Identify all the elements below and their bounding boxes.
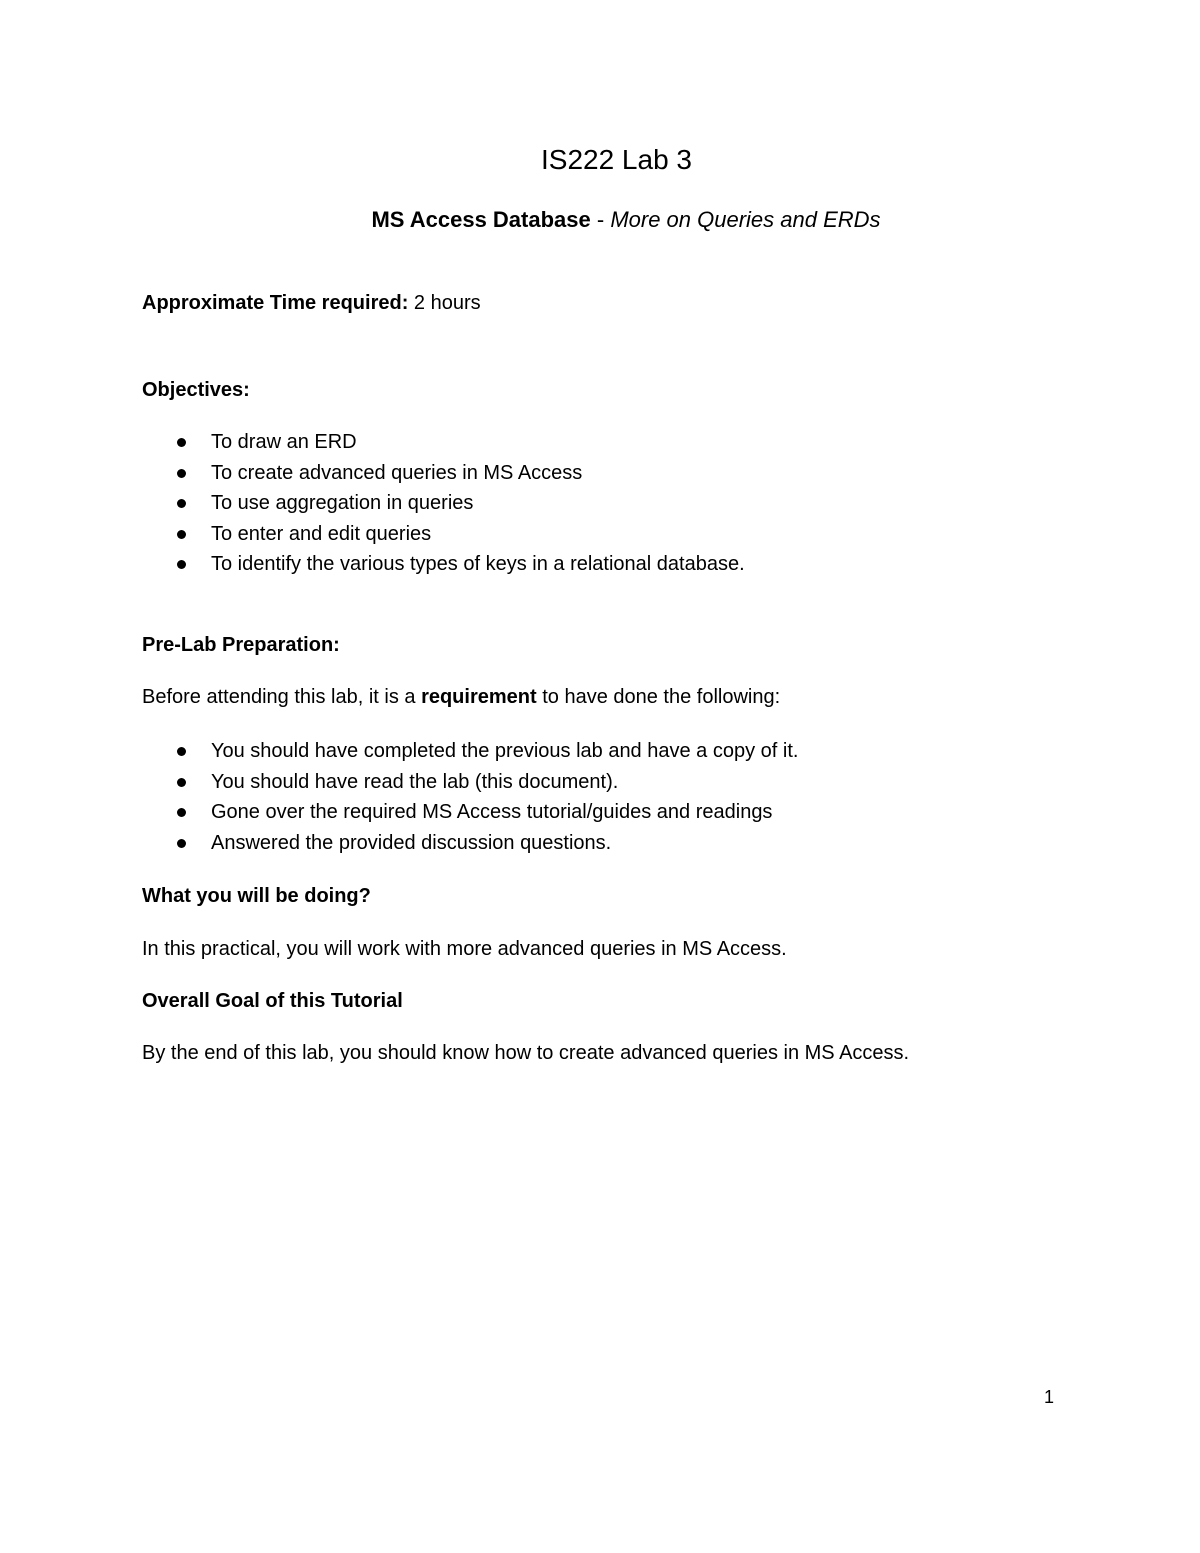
prelab-intro-bold: requirement <box>421 686 537 708</box>
objective-text: To identify the various types of keys in a relational database. <box>211 553 745 575</box>
document-title: IS222 Lab 3 <box>540 144 693 175</box>
objectives-heading: Objectives: <box>142 379 250 401</box>
bullet-icon <box>177 438 186 447</box>
prelab-item-text: Answered the provided discussion questions. <box>211 831 612 854</box>
goal-heading: Overall Goal of this Tutorial <box>142 990 403 1012</box>
objective-text: To create advanced queries in MS Access <box>211 461 583 484</box>
prelab-heading: Pre-Lab Preparation: <box>142 634 340 656</box>
time-required-value: 2 hours <box>408 292 481 314</box>
goal-text: By the end of this lab, you should know how to create advanced queries in MS Access. <box>142 1042 910 1064</box>
list-item <box>142 488 745 519</box>
subtitle-italic: More on Queries and ERDs <box>610 207 881 232</box>
list-item <box>142 736 798 767</box>
prelab-intro-after: to have done the following: <box>536 686 781 708</box>
objective-text: To draw an ERD <box>211 431 357 453</box>
list-item <box>142 549 745 580</box>
bullet-icon <box>177 839 186 848</box>
prelab-item-text: Gone over the required MS Access tutorial/guides and readings <box>211 801 773 823</box>
bullet-icon <box>177 469 186 478</box>
page-number: 1 <box>1044 1387 1055 1407</box>
time-required-label: Approximate Time required: <box>142 292 409 314</box>
list-item <box>142 519 745 550</box>
list-item <box>142 767 798 798</box>
bullet-icon <box>177 747 186 756</box>
time-required <box>142 290 481 316</box>
list-item <box>142 828 798 859</box>
document-subtitle <box>0 205 1200 235</box>
subtitle-separator: - <box>590 207 611 232</box>
objective-text: To enter and edit queries <box>211 522 432 545</box>
prelab-item-text: You should have completed the previous lab and have a copy of it. <box>211 740 799 762</box>
prelab-item-text: You should have read the lab (this document). <box>211 770 619 793</box>
prelab-intro <box>142 684 780 710</box>
objectives-list <box>142 427 745 580</box>
doing-text: In this practical, you will work with more advanced queries in MS Access. <box>142 938 787 960</box>
bullet-icon <box>177 778 186 787</box>
prelab-list <box>142 736 798 858</box>
bullet-icon <box>177 530 186 539</box>
list-item <box>142 458 745 489</box>
doing-heading: What you will be doing? <box>142 885 371 907</box>
list-item <box>142 797 798 828</box>
bullet-icon <box>177 560 186 569</box>
bullet-icon <box>177 808 186 817</box>
bullet-icon <box>177 499 186 508</box>
subtitle-bold: MS Access Database <box>371 207 591 232</box>
prelab-intro-before: Before attending this lab, it is a <box>142 686 422 708</box>
objective-text: To use aggregation in queries <box>211 492 474 514</box>
list-item <box>142 427 745 458</box>
